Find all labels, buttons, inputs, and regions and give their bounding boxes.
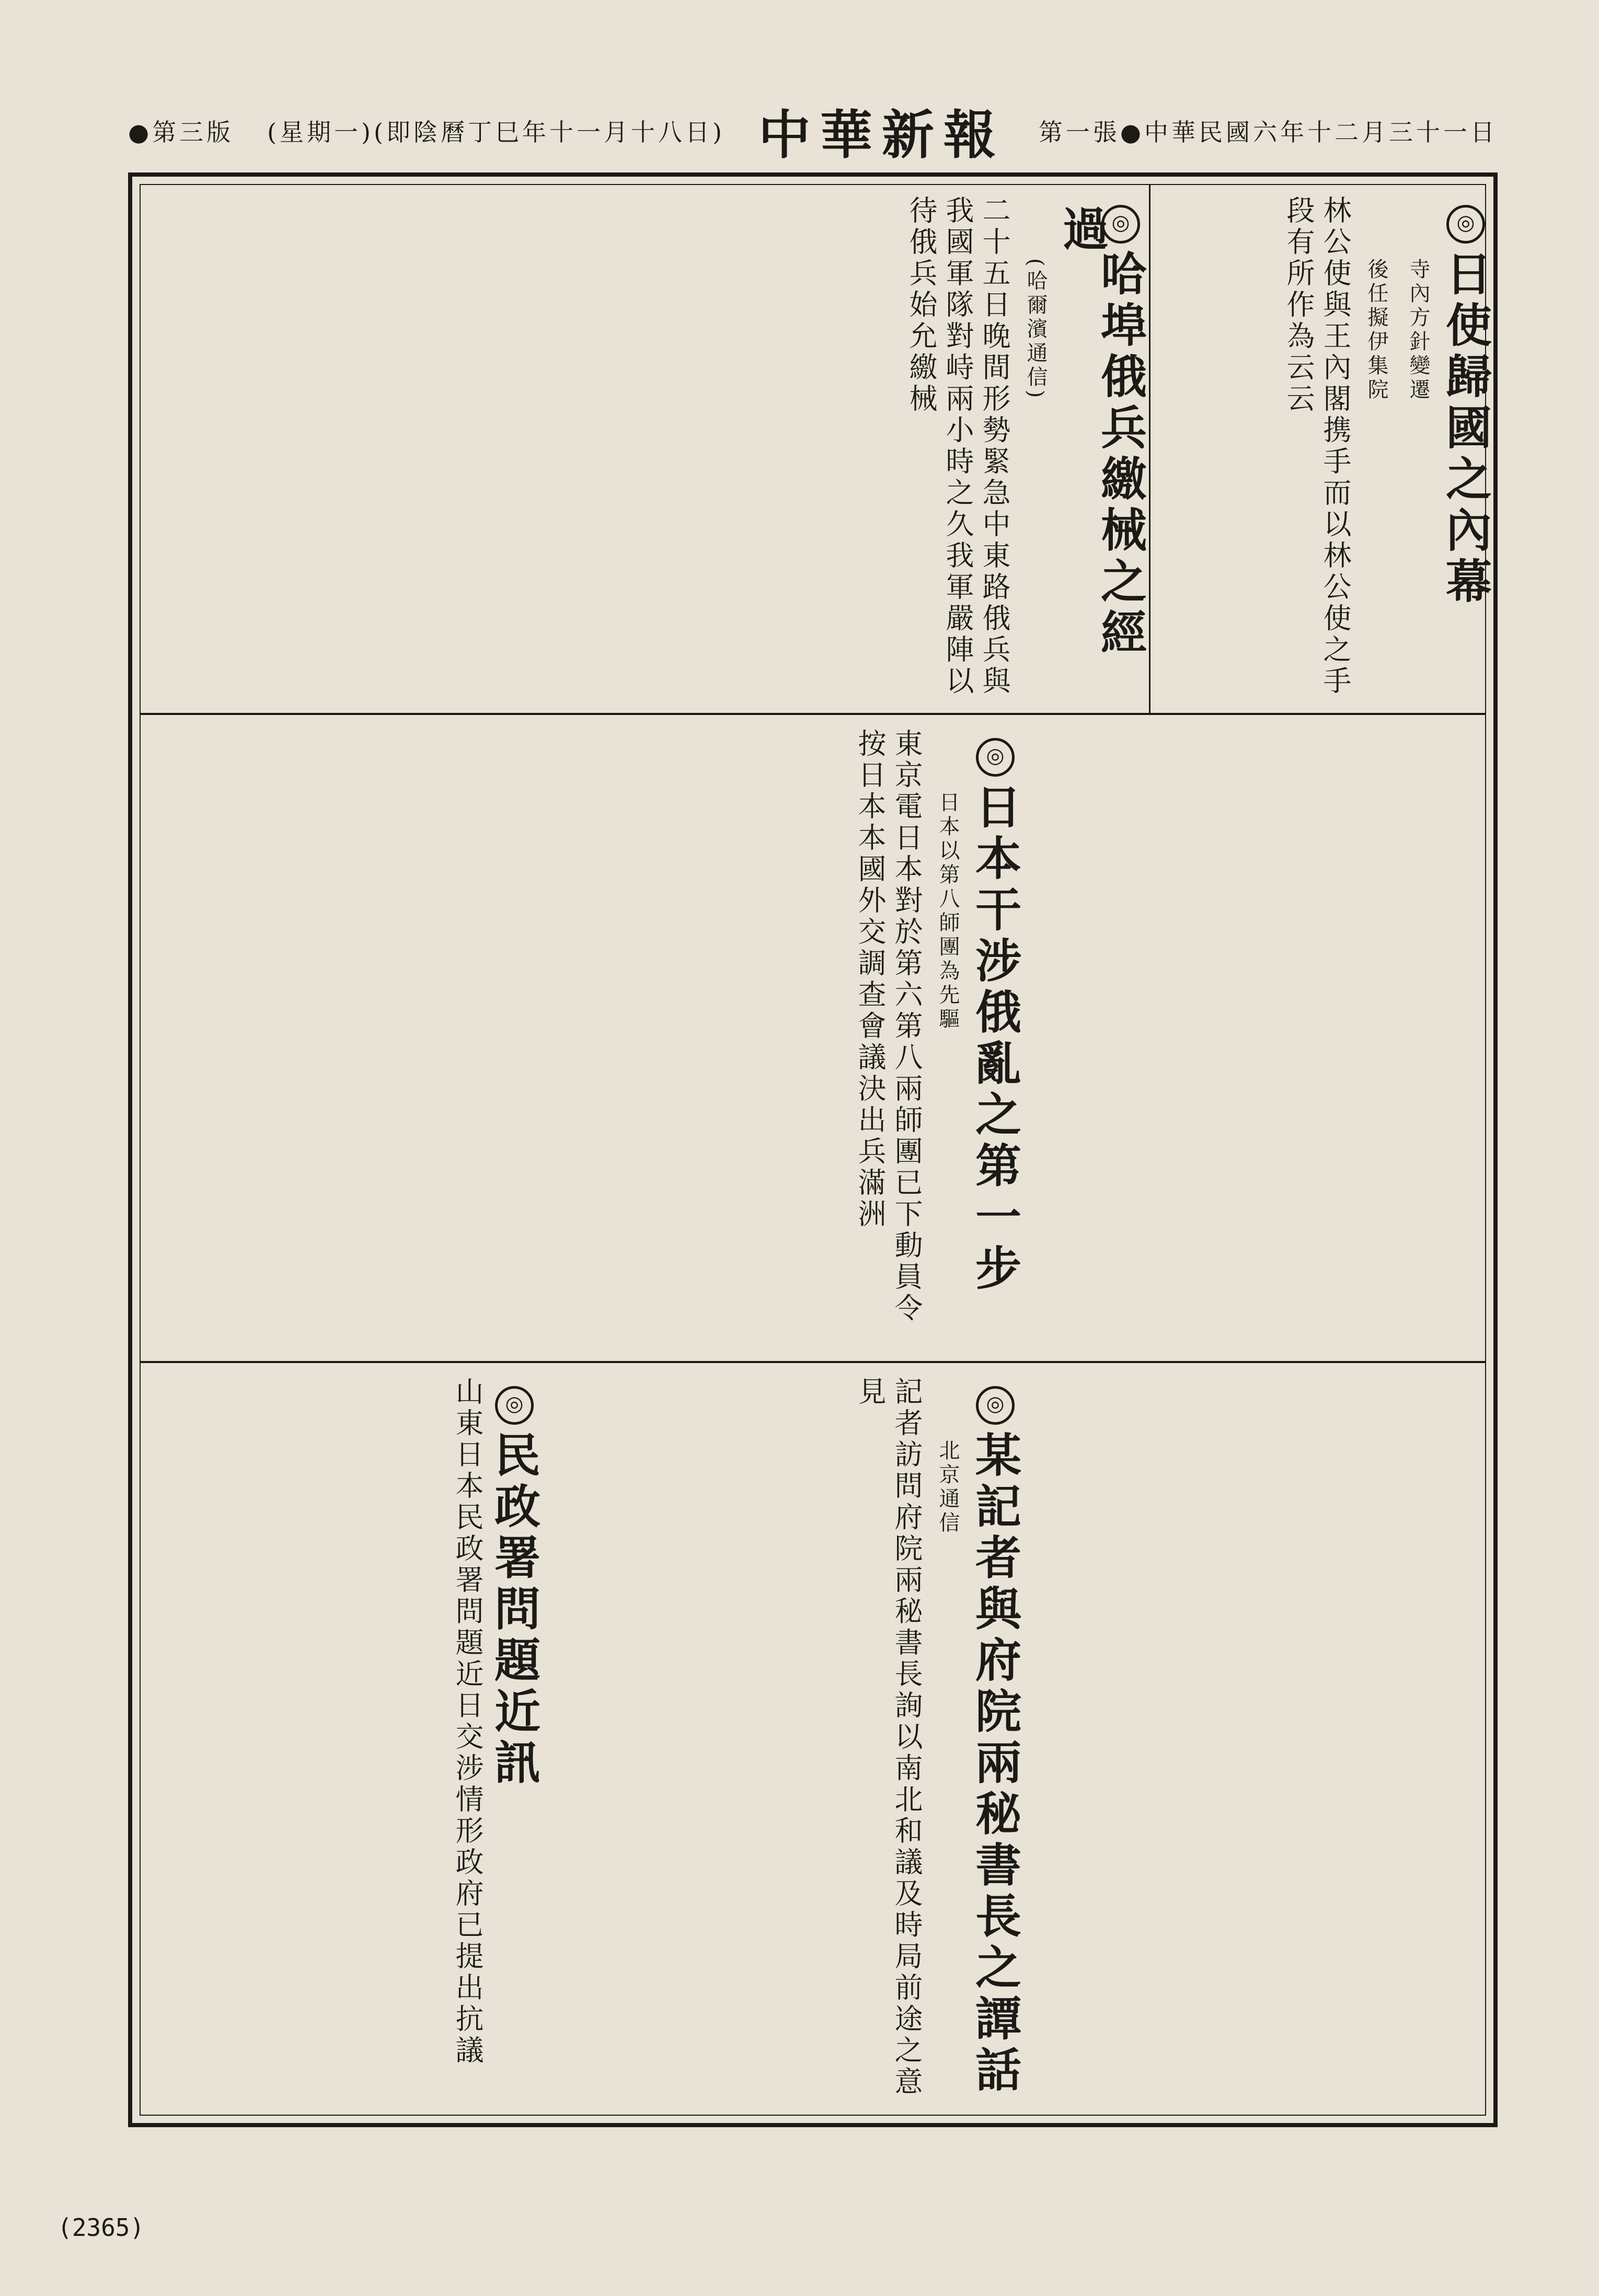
frame-inner xyxy=(140,184,1493,2116)
article-body: 林公使與王內閣携手而以林公使之手段有所作為云云 xyxy=(1282,195,1352,697)
article-col xyxy=(1151,195,1493,702)
article-byline: 北京通信 xyxy=(936,1439,960,1536)
circle-mark-icon: ◎ xyxy=(1101,205,1140,244)
article-headline: ◎哈埠俄兵繳械之經過 xyxy=(1055,205,1148,660)
article-byline: 後任擬伊集院 xyxy=(1364,258,1388,402)
article-headline: ◎日使歸國之內幕 xyxy=(1446,195,1485,702)
bottom-band xyxy=(141,1366,1485,2119)
article-headline: ◎日本干涉俄亂之第一步 xyxy=(976,729,1015,1351)
circle-mark-icon: ◎ xyxy=(1446,205,1485,244)
article-byline: 寺內方針變遷 xyxy=(1406,258,1430,402)
article-body: 山東日本民政署問題近日交涉情形政府已提出抗議 xyxy=(451,1377,484,2067)
article-headline: ◎民政署問題近訊 xyxy=(495,1377,534,2108)
band-divider xyxy=(141,713,1485,715)
band-divider xyxy=(141,1361,1485,1363)
masthead-title: 中華新報 xyxy=(758,104,1005,166)
page-number: (2365) xyxy=(57,2213,145,2242)
middle-band xyxy=(141,718,1485,1361)
page-frame xyxy=(128,172,1498,2127)
article-col xyxy=(168,1377,542,2108)
article-body: 二十五日晚間形勢緊急中東路俄兵與我國軍隊對峙兩小時之久我軍嚴陣以待俄兵始允繳械 xyxy=(905,195,1011,697)
column-divider xyxy=(1149,185,1151,713)
masthead-date: (星期一)(即陰曆丁巳年十一月十八日) xyxy=(267,118,725,146)
article-body: 東京電日本對於第六第八兩師團已下動員令按日本本國外交調查會議決出兵滿洲 xyxy=(854,729,923,1324)
article-byline: 日本以第八師團為先驅 xyxy=(936,791,960,1032)
article-col xyxy=(544,1377,1022,2108)
article-headline: ◎某記者與府院兩秘書長之譚話 xyxy=(976,1377,1015,2108)
article-byline: (哈爾濱通信) xyxy=(1023,258,1048,401)
top-band xyxy=(141,185,1493,713)
circle-mark-icon: ◎ xyxy=(495,1386,534,1425)
article-col xyxy=(617,195,1148,702)
masthead-right: ●第三版 xyxy=(128,118,234,146)
circle-mark-icon: ◎ xyxy=(976,738,1015,777)
circle-mark-icon: ◎ xyxy=(976,1386,1015,1425)
masthead xyxy=(128,99,1498,166)
masthead-left: 第一張●中華民國六年十二月三十一日 xyxy=(1038,118,1498,146)
article-col xyxy=(544,729,1022,1351)
article-body: 記者訪問府院兩秘書長詢以南北和議及時局前途之意見 xyxy=(854,1377,923,2098)
